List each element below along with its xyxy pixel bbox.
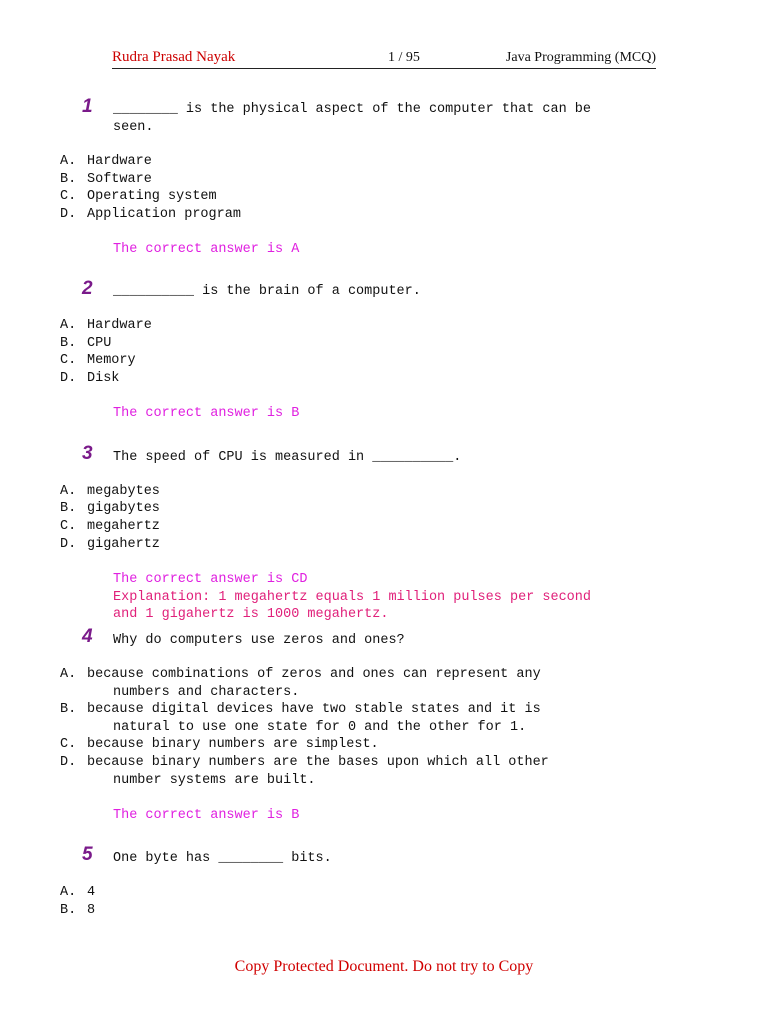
option-letter: C. [60,519,77,534]
option-letter: D. [60,371,77,386]
option-letter: A. [60,318,77,333]
option-continuation: number systems are built. [113,773,316,788]
option [60,536,160,554]
option-text: gigabytes [87,501,160,516]
option [60,206,241,224]
correct-answer: The correct answer is CD [113,572,308,587]
option-letter: A. [60,484,77,499]
option-text: 8 [87,903,96,918]
option-letter: A. [60,667,77,682]
question-text [113,101,673,136]
option [60,483,160,501]
correct-answer: The correct answer is B [113,406,300,421]
option [60,701,541,719]
option-continuation: numbers and characters. [113,685,300,700]
option [60,317,152,335]
option-text: Operating system [87,189,217,204]
option-letter: D. [60,755,77,770]
option-text: Hardware [87,154,152,169]
question-number: 5 [82,844,93,865]
option-text: Disk [87,371,120,386]
option-text: Hardware [87,318,152,333]
question-text-line: seen. [113,119,154,135]
option-text: CPU [87,336,112,351]
page-header [112,48,656,69]
question-text: __________ is the brain of a computer. [113,284,421,299]
option [60,666,541,684]
document-title: Java Programming (MCQ) [505,50,656,65]
option [60,335,111,353]
option-text: Software [87,172,152,187]
option [60,171,152,189]
option-text: gigahertz [87,537,160,552]
question-text: One byte has ________ bits. [113,851,332,866]
option-letter: A. [60,154,77,169]
question-number: 4 [82,626,93,647]
author-name: Rudra Prasad Nayak [112,49,236,65]
option-letter: B. [60,501,77,516]
option-text: because binary numbers are the bases upon which all other [87,755,549,770]
option-text: because combinations of zeros and ones can represent any [87,667,541,682]
option-letter: D. [60,207,77,222]
option-text: megabytes [87,484,160,499]
question-text: Why do computers use zeros and ones? [113,633,405,648]
option-text: megahertz [87,519,160,534]
option [60,754,549,772]
question-number: 1 [82,96,93,117]
question-number: 2 [82,278,93,299]
option [60,500,160,518]
option [60,518,160,536]
option-text: Application program [87,207,241,222]
question-text: The speed of CPU is measured in __________. [113,450,462,465]
option-letter: C. [60,737,77,752]
explanation-line: and 1 gigahertz is 1000 megahertz. [113,607,389,622]
option-letter: B. [60,903,77,918]
option-letter: B. [60,336,77,351]
copy-protection-notice: Copy Protected Document. Do not try to Copy [234,958,534,975]
option-letter: B. [60,172,77,187]
option-letter: C. [60,353,77,368]
question-number: 3 [82,443,93,464]
option [60,884,95,902]
option-letter: A. [60,885,77,900]
option [60,902,95,920]
option [60,736,379,754]
option-letter: C. [60,189,77,204]
option [60,188,217,206]
option [60,352,136,370]
option-text: Memory [87,353,136,368]
option-text: because digital devices have two stable states and it is [87,702,541,717]
question-text-line: ________ is the physical aspect of the computer that can be [113,102,591,117]
option [60,153,152,171]
page-number: 1 / 95 [388,50,420,65]
correct-answer: The correct answer is B [113,808,300,823]
option-text: because binary numbers are simplest. [87,737,379,752]
option-continuation: natural to use one state for 0 and the other for 1. [113,720,527,735]
option [60,370,119,388]
correct-answer: The correct answer is A [113,242,300,257]
option-letter: D. [60,537,77,552]
option-text: 4 [87,885,96,900]
option-letter: B. [60,702,77,717]
explanation-line: Explanation: 1 megahertz equals 1 million pulses per second [113,590,591,605]
